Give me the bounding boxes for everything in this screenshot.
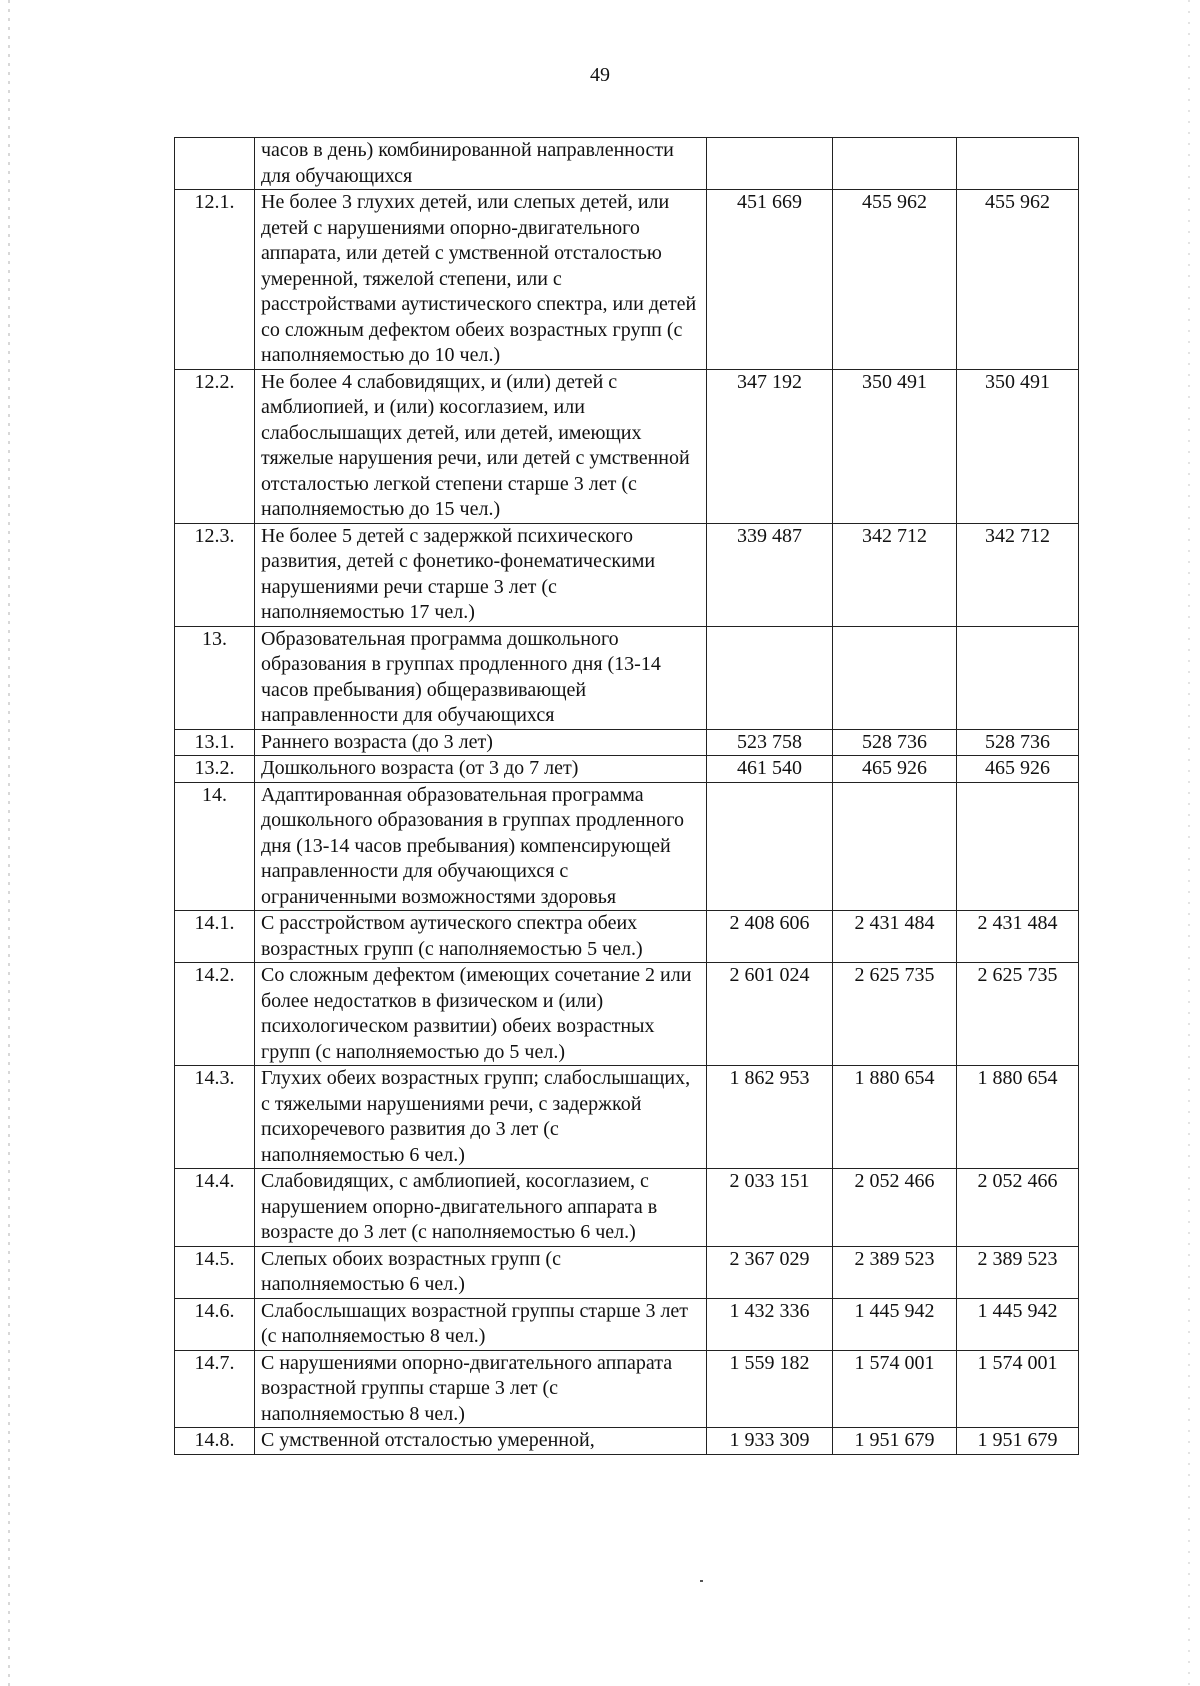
row-value-3: 1 951 679 bbox=[957, 1428, 1079, 1455]
row-description: Раннего возраста (до 3 лет) bbox=[255, 729, 707, 756]
row-description: Адаптированная образовательная программа дошкольного образования в группах продленного дня (13-14 часов пребывания) компенсирующей направленности для обучающихся с ограниченными возможностями здоровья bbox=[255, 782, 707, 911]
row-number: 13.1. bbox=[175, 729, 255, 756]
row-value-3: 350 491 bbox=[957, 369, 1079, 523]
row-value-3: 465 926 bbox=[957, 756, 1079, 783]
row-number: 12.3. bbox=[175, 523, 255, 626]
row-value-3: 2 625 735 bbox=[957, 963, 1079, 1066]
table-row bbox=[175, 911, 1079, 963]
row-value-3: 2 431 484 bbox=[957, 911, 1079, 963]
table-row bbox=[175, 1066, 1079, 1169]
row-value-2 bbox=[833, 782, 957, 911]
row-value-2: 2 431 484 bbox=[833, 911, 957, 963]
table-row bbox=[175, 1246, 1079, 1298]
row-value-3: 342 712 bbox=[957, 523, 1079, 626]
row-value-3: 2 052 466 bbox=[957, 1169, 1079, 1247]
row-number: 14. bbox=[175, 782, 255, 911]
row-value-2: 2 625 735 bbox=[833, 963, 957, 1066]
row-value-3: 528 736 bbox=[957, 729, 1079, 756]
row-value-2: 2 052 466 bbox=[833, 1169, 957, 1247]
table-row bbox=[175, 626, 1079, 729]
row-description: Не более 4 слабовидящих, и (или) детей с амблиопией, и (или) косоглазием, или слабослышащих детей, или детей, имеющих тяжелые нарушения речи, или детей с умственной отсталостью легкой степени старше 3 лет (с наполняемостью до 15 чел.) bbox=[255, 369, 707, 523]
scan-edge-right bbox=[1188, 0, 1190, 1686]
row-value-1: 1 933 309 bbox=[707, 1428, 833, 1455]
row-number: 13. bbox=[175, 626, 255, 729]
row-description: Слепых обоих возрастных групп (с наполняемостью 6 чел.) bbox=[255, 1246, 707, 1298]
row-number: 14.2. bbox=[175, 963, 255, 1066]
table-row bbox=[175, 1428, 1079, 1455]
row-number: 12.2. bbox=[175, 369, 255, 523]
table-row bbox=[175, 523, 1079, 626]
row-value-2: 350 491 bbox=[833, 369, 957, 523]
row-value-1 bbox=[707, 626, 833, 729]
row-value-3: 1 445 942 bbox=[957, 1298, 1079, 1350]
row-value-2: 342 712 bbox=[833, 523, 957, 626]
row-description: Не более 3 глухих детей, или слепых детей, или детей с нарушениями опорно-двигательного аппарата, или детей с умственной отсталостью умеренной, тяжелой степени, или с расстройствами аутистического спектра, или детей со сложным дефектом обеих возрастных групп (с наполняемостью до 10 чел.) bbox=[255, 190, 707, 370]
scan-speck bbox=[700, 1580, 703, 1582]
row-value-2: 455 962 bbox=[833, 190, 957, 370]
cost-table bbox=[174, 137, 1079, 1455]
row-value-1: 523 758 bbox=[707, 729, 833, 756]
row-value-1: 2 033 151 bbox=[707, 1169, 833, 1247]
table-row bbox=[175, 756, 1079, 783]
row-description: Со сложным дефектом (имеющих сочетание 2 или более недостатков в физическом и (или) психологическом развитии) обеих возрастных групп (с наполняемостью до 5 чел.) bbox=[255, 963, 707, 1066]
row-number bbox=[175, 138, 255, 190]
row-number: 14.5. bbox=[175, 1246, 255, 1298]
row-value-3: 2 389 523 bbox=[957, 1246, 1079, 1298]
row-number: 14.7. bbox=[175, 1350, 255, 1428]
row-value-1: 1 432 336 bbox=[707, 1298, 833, 1350]
table-row bbox=[175, 963, 1079, 1066]
row-number: 14.1. bbox=[175, 911, 255, 963]
table-row bbox=[175, 1169, 1079, 1247]
row-description: Слабовидящих, с амблиопией, косоглазием, с нарушением опорно-двигательного аппарата в возрасте до 3 лет (с наполняемостью 6 чел.) bbox=[255, 1169, 707, 1247]
row-number: 14.3. bbox=[175, 1066, 255, 1169]
row-value-1: 2 601 024 bbox=[707, 963, 833, 1066]
row-number: 14.6. bbox=[175, 1298, 255, 1350]
row-value-2: 1 880 654 bbox=[833, 1066, 957, 1169]
row-value-2: 1 445 942 bbox=[833, 1298, 957, 1350]
cost-table-body bbox=[175, 138, 1079, 1455]
table-row bbox=[175, 1350, 1079, 1428]
scan-edge-left bbox=[8, 0, 10, 1686]
row-value-1 bbox=[707, 138, 833, 190]
table-row bbox=[175, 782, 1079, 911]
table-row bbox=[175, 138, 1079, 190]
row-value-2: 1 951 679 bbox=[833, 1428, 957, 1455]
row-description: Образовательная программа дошкольного образования в группах продленного дня (13-14 часов пребывания) общеразвивающей направленности для обучающихся bbox=[255, 626, 707, 729]
row-value-2 bbox=[833, 626, 957, 729]
row-value-2: 2 389 523 bbox=[833, 1246, 957, 1298]
row-number: 14.4. bbox=[175, 1169, 255, 1247]
row-description: Дошкольного возраста (от 3 до 7 лет) bbox=[255, 756, 707, 783]
table-row bbox=[175, 369, 1079, 523]
row-number: 14.8. bbox=[175, 1428, 255, 1455]
row-description: часов в день) комбинированной направленности для обучающихся bbox=[255, 138, 707, 190]
table-row bbox=[175, 1298, 1079, 1350]
row-value-1: 1 862 953 bbox=[707, 1066, 833, 1169]
row-description: С расстройством аутического спектра обеих возрастных групп (с наполняемостью 5 чел.) bbox=[255, 911, 707, 963]
row-description: Слабослышащих возрастной группы старше 3 лет (с наполняемостью 8 чел.) bbox=[255, 1298, 707, 1350]
row-value-3: 455 962 bbox=[957, 190, 1079, 370]
row-value-1: 451 669 bbox=[707, 190, 833, 370]
row-value-1: 2 367 029 bbox=[707, 1246, 833, 1298]
row-value-3: 1 880 654 bbox=[957, 1066, 1079, 1169]
page-number: 49 bbox=[590, 64, 610, 86]
row-value-1: 2 408 606 bbox=[707, 911, 833, 963]
row-description: Не более 5 детей с задержкой психического развития, детей с фонетико-фонематическими нарушениями речи старше 3 лет (с наполняемостью 17 чел.) bbox=[255, 523, 707, 626]
row-value-2: 528 736 bbox=[833, 729, 957, 756]
row-value-2: 1 574 001 bbox=[833, 1350, 957, 1428]
row-number: 12.1. bbox=[175, 190, 255, 370]
row-value-3 bbox=[957, 626, 1079, 729]
row-description: Глухих обеих возрастных групп; слабослышащих, с тяжелыми нарушениями речи, с задержкой психоречевого развития до 3 лет (с наполняемостью 6 чел.) bbox=[255, 1066, 707, 1169]
row-value-1: 461 540 bbox=[707, 756, 833, 783]
row-value-1 bbox=[707, 782, 833, 911]
row-description: С нарушениями опорно-двигательного аппарата возрастной группы старше 3 лет (с наполняемостью 8 чел.) bbox=[255, 1350, 707, 1428]
row-value-2 bbox=[833, 138, 957, 190]
table-row bbox=[175, 729, 1079, 756]
row-number: 13.2. bbox=[175, 756, 255, 783]
row-value-1: 1 559 182 bbox=[707, 1350, 833, 1428]
row-value-2: 465 926 bbox=[833, 756, 957, 783]
row-value-3: 1 574 001 bbox=[957, 1350, 1079, 1428]
table-row bbox=[175, 190, 1079, 370]
row-value-1: 347 192 bbox=[707, 369, 833, 523]
row-value-3 bbox=[957, 782, 1079, 911]
row-value-1: 339 487 bbox=[707, 523, 833, 626]
row-description: С умственной отсталостью умеренной, bbox=[255, 1428, 707, 1455]
row-value-3 bbox=[957, 138, 1079, 190]
